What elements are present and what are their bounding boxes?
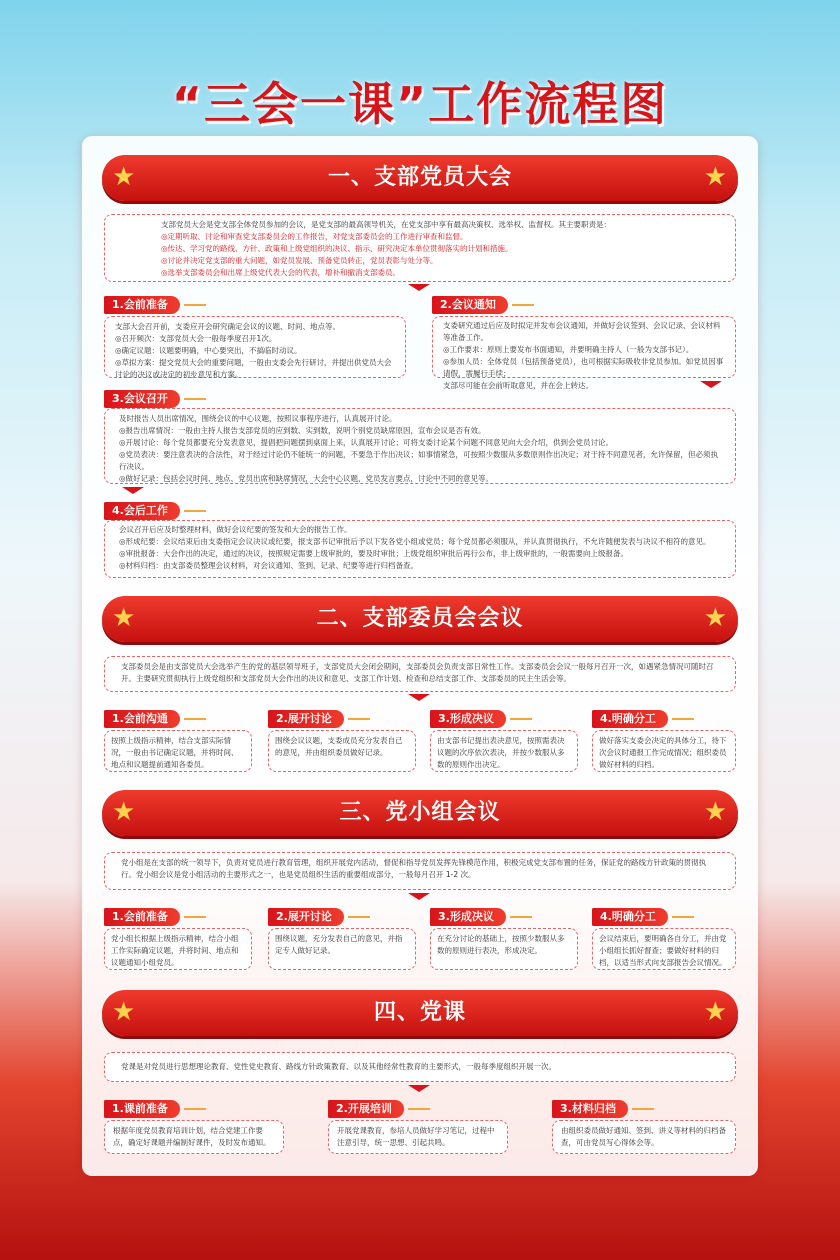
- star-icon: ★: [112, 797, 137, 827]
- section-4-title: 四、党课: [373, 1000, 466, 1025]
- step-line: ◎参加人员：全体党员（包括预备党员），也可根据实际吸收非党员参加。如党员因事请假，需履行手续；: [443, 357, 724, 378]
- star-icon: ★: [703, 603, 728, 633]
- flow-arrow-icon: [122, 487, 144, 494]
- section-4-banner: [102, 990, 738, 1036]
- step-line: ◎确定议题：议题要明确，中心要突出，不搞临时动议。: [115, 346, 302, 355]
- section-2-intro: 支部委员会是由支部党员大会选举产生的党的基层领导班子，支部党员大会闭会期间，支部委员会负责支部日常性工作。支部委员会会议一般每月召开一次，如遇紧急情况可随时召开。主要研究贯彻执行上级党组织和支部党员大会作出的决议和意见、支部工作计划、检查和总结支部工作、支部委员的民主生活会等。: [104, 656, 736, 692]
- step-line: ◎党员表决：要注意表决的合法性，对于经过讨论仍不能统一的问题，不要急于作出决议；如事情紧急，可按照少数服从多数原则作出决定；对于持不同意见者，允许保留，但必须执行决议。: [119, 450, 719, 471]
- step-line: 支部大会召开前，支委应开会研究确定会议的议题、时间、地点等。: [115, 322, 340, 331]
- step-line: 支委研究通过后应及时拟定并发布会议通知，并做好会议签到、会议记录、会议材料等准备工作。: [443, 321, 721, 342]
- star-icon: ★: [112, 997, 137, 1027]
- step-box: 围绕会议议题，支委成员充分发表自己的意见，并由组织委员做好记录。: [268, 730, 416, 772]
- step-tag: 4.明确分工: [592, 908, 668, 926]
- intro-line: ◎传达、学习党的路线、方针、政策和上级党组织的决议、指示，研究决定本单位贯彻落实的计划和措施。: [161, 244, 513, 253]
- section-2-banner: [102, 596, 738, 642]
- step-tag: 2.开展培训: [328, 1100, 404, 1118]
- step-box-notice: [432, 316, 736, 390]
- intro-line: ◎选举支部委员会和出席上级党代表大会的代表，增补和撤消支部委员。: [161, 268, 401, 277]
- step-tag: 3.材料归档: [552, 1100, 628, 1118]
- flow-arrow-icon: [700, 381, 722, 388]
- section-3-intro: 党小组是在支部的统一领导下，负责对党员进行教育管理，组织开展党内活动，督促和指导党员发挥先锋模范作用，积极完成党支部布置的任务，保证党的路线方针政策的贯彻执行。党小组会议是党小组活动的主要形式之一，也是党员组织生活的重要组成部分，一般每月召开 1-2 次。: [104, 852, 736, 890]
- intro-line: ◎定期听取、讨论和审查党支部委员会的工作报告，对党支部委员会的工作进行审查和监督。: [161, 232, 468, 241]
- intro-line: 支部党员大会是党支部全体党员参加的会议，是党支部的最高领导机关，在党支部中享有最高决策权、选举权、监督权。其主要职责是：: [161, 220, 611, 229]
- step-line: 会议召开后应及时整理材料，做好会议纪要的签发和大会的报告工作。: [119, 525, 352, 534]
- step-box-prep: [104, 316, 406, 378]
- step-box: 按照上级指示精神，结合支部实际情况，一般由书记确定议题，并将时间、地点和议题提前通知各委员。: [104, 730, 252, 772]
- flow-arrow-icon: [408, 284, 430, 291]
- step-box: 由组织委员做好通知、签到、讲义等材料的归档备查，可由党员写心得体会等。: [552, 1120, 736, 1154]
- star-icon: ★: [112, 162, 137, 192]
- section-4-intro: 党课是对党员进行思想理论教育、党性党史教育、路线方针政策教育、以及其他经常性教育的主要形式，一般每季度组织开展一次。: [104, 1052, 736, 1082]
- star-icon: ★: [112, 603, 137, 633]
- step-box: 在充分讨论的基础上，按照少数服从多数的原则进行表决，形成决定。: [430, 928, 578, 970]
- step-line: 及时报告人员出席情况，围绕会议的中心议题，按照议事程序进行，认真展开讨论。: [119, 414, 397, 423]
- step-tag: 1.会前准备: [104, 296, 180, 314]
- step-line: ◎报告出席情况：一般由主持人报告支部党员的应到数、实到数，说明个别党员缺席原因，宣布会议是否有效。: [119, 426, 486, 435]
- flow-arrow-icon: [408, 1085, 430, 1092]
- step-tag: 2.展开讨论: [268, 710, 344, 728]
- flow-arrow-icon: [408, 694, 430, 701]
- step-box: 开展党课教育，参培人员做好学习笔记，过程中注意引导，统一思想、引起共鸣。: [328, 1120, 508, 1154]
- section-3-banner: [102, 790, 738, 836]
- step-line: ◎审批报备：大会作出的决定，通过的决议，按照规定需要上级审批的，要及时审批；上级党组织审批后再行公布，非上级审批的，一般需要向上级报备。: [119, 549, 629, 558]
- step-line: ◎工作要求：原则上要发布书面通知，并要明确主持人（一般为支部书记）。: [443, 345, 694, 354]
- step-box-meeting: [104, 408, 736, 484]
- step-line: ◎材料归档：由支部委员整理会议材料，对会议通知、签到、记录、纪要等进行归档备查。: [119, 561, 419, 570]
- step-box: 会议结束后，要明确各自分工，并由党小组组长抓好督查；要做好材料的归档，以适当形式向支部报告会议情况。: [592, 928, 736, 970]
- step-box: 做好落实支委会决定的具体分工，待下次会议时通报工作完成情况；组织委员做好材料的归档。: [592, 730, 736, 772]
- step-tag: 4.明确分工: [592, 710, 668, 728]
- step-tag: 3.形成决议: [430, 710, 506, 728]
- star-icon: ★: [703, 797, 728, 827]
- step-line: ◎草拟方案：提交党员大会的重要问题，一般由支委会先行研讨，并提出供党员大会讨论的决议或决定的初步意见和方案。: [115, 358, 392, 379]
- step-box: 党小组长根据上级指示精神，结合小组工作实际确定议题，并将时间、地点和议题通知小组党员。: [104, 928, 252, 970]
- step-line: ◎召开频次：支部党员大会一般每季度召开1次。: [115, 334, 277, 343]
- step-tag: 3.会议召开: [104, 390, 180, 408]
- step-tag: 2.会议通知: [432, 296, 508, 314]
- step-line: 支部尽可能在会前听取意见，并在会上转达。: [443, 381, 593, 390]
- intro-line: ◎讨论并决定党支部的重大问题，如党员发展、预备党员转正，党员表彰与处分等。: [161, 256, 438, 265]
- step-box: 由支部书记提出表决意见，按照需表决议题的次序依次表决，并按少数服从多数的原则作出决定。: [430, 730, 578, 772]
- step-box: 根据年度党员教育培训计划，结合党建工作要点，确定好课题并编制好课件，及时发布通知。: [104, 1120, 284, 1154]
- step-tag: 1.课前准备: [104, 1100, 180, 1118]
- step-line: ◎开展讨论：每个党员都要充分发表意见，提倡把问题摆到桌面上来，认真展开讨论；可将支委讨论某个问题不同意见向大会介绍，供到会党员讨论。: [119, 438, 614, 447]
- section-3-title: 三、党小组会议: [339, 800, 501, 825]
- step-line: ◎做好记录：包括会议时间、地点、党员出席和缺席情况，大会中心议题，党员发言要点，讨论中不同的意见等。: [119, 474, 494, 483]
- page-title: “三会一课”工作流程图: [171, 77, 669, 131]
- step-tag: 1.会前沟通: [104, 710, 180, 728]
- section-1-banner: [102, 155, 738, 201]
- star-icon: ★: [703, 997, 728, 1027]
- section-1-intro: [104, 214, 736, 282]
- step-tag: 1.会前准备: [104, 908, 180, 926]
- step-tag: 3.形成决议: [430, 908, 506, 926]
- section-2-title: 二、支部委员会会议: [316, 606, 524, 631]
- star-icon: ★: [703, 162, 728, 192]
- step-tag: 4.会后工作: [104, 502, 180, 520]
- step-box-after: [104, 520, 736, 578]
- step-tag: 2.展开讨论: [268, 908, 344, 926]
- flow-arrow-icon: [408, 893, 430, 900]
- step-box: 围绕议题，充分发表自己的意见，并指定专人做好记录。: [268, 928, 416, 970]
- section-1-title: 一、支部党员大会: [327, 165, 512, 190]
- step-line: ◎形成纪要：会议结束后由支委指定会议决议或纪要，报支部书记审批后予以下发各党小组或党员；每个党员都必须服从，并认真贯彻执行，不允许随便发表与决议不相符的意见。: [119, 537, 711, 546]
